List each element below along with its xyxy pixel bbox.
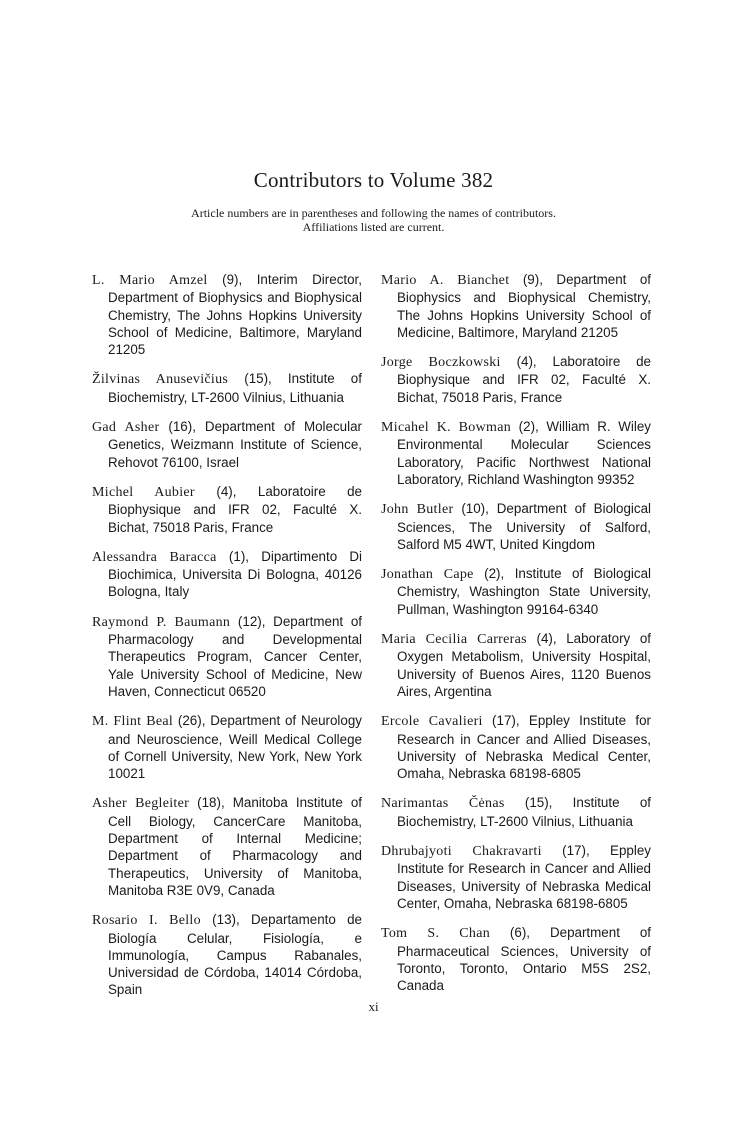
- affiliation: Laboratoire de Biophysique and IFR 02, Faculté X. Bichat, 75018 Paris, France: [397, 354, 652, 405]
- contributor-name: Rosario I. Bello: [92, 913, 201, 929]
- article-number: (2),: [473, 566, 515, 582]
- affiliation: Department of Neurology and Neuroscience, Weill Medical College of Cornell University, New York, New York 10021: [108, 713, 362, 782]
- contributor-name: John Butler: [381, 502, 454, 518]
- contributor-name: Michel Aubier: [92, 484, 195, 500]
- contributor-entry: [92, 271, 362, 358]
- header-note: [0, 206, 747, 234]
- contributor-entry: [381, 500, 651, 553]
- contributor-name: Asher Begleiter: [92, 796, 190, 812]
- affiliation: Department of Pharmacology and Developmental Therapeutics Program, Cancer Center, Yale University School of Medicine, New Haven, Connecticut 06520: [108, 613, 362, 699]
- article-number: (4),: [194, 483, 258, 499]
- article-number: (6),: [490, 925, 550, 941]
- contributor-entry: [92, 483, 362, 536]
- article-number: (26),: [173, 713, 211, 729]
- contributor-entry: [92, 613, 362, 700]
- contributor-name: Ercole Cavalieri: [381, 714, 483, 730]
- contributor-name: Tom S. Chan: [381, 926, 491, 942]
- contributor-name: Raymond P. Baumann: [92, 614, 231, 630]
- affiliation: Institute of Biological Chemistry, Washington State University, Pullman, Washington 99164-6340: [397, 566, 651, 617]
- article-number: (9),: [509, 272, 557, 287]
- contributor-name: Narimantas Čėnas: [381, 796, 505, 812]
- contributor-name: Dhrubajyoti Chakravarti: [381, 844, 542, 860]
- contributor-entry: [92, 712, 362, 782]
- article-number: (15),: [504, 795, 573, 811]
- article-number: (10),: [453, 501, 497, 517]
- contributor-name: M. Flint Beal: [92, 714, 174, 730]
- affiliation: Laboratory of Oxygen Metabolism, University Hospital, University of Buenos Aires, 1120 Buenos Aires, Argentina: [397, 631, 652, 699]
- contributor-name: L. Mario Amzel: [92, 273, 208, 288]
- contributor-entry: [92, 911, 362, 998]
- affiliation: Interim Director, Department of Biophysics and Biophysical Chemistry, The Johns Hopkins University School of Medicine, Baltimore, Maryland 21205: [108, 272, 362, 358]
- contributor-name: Alessandra Baracca: [92, 549, 217, 565]
- article-number: (2),: [511, 419, 547, 435]
- affiliation: Laboratoire de Biophysique and IFR 02, Faculté X. Bichat, 75018 Paris, France: [108, 483, 362, 535]
- contributor-entry: [381, 712, 651, 782]
- affiliation: Manitoba Institute of Cell Biology, CancerCare Manitoba, Department of Internal Medicine; Department of Pharmacology and Therapeutics, University of Manitoba, Manitoba R3E 0V9, Canada: [108, 795, 363, 898]
- contributor-entry: [92, 418, 362, 471]
- article-number: (4),: [500, 354, 553, 370]
- contributor-entry: [92, 370, 362, 406]
- article-number: (15),: [228, 371, 288, 387]
- contributor-name: Gad Asher: [92, 420, 160, 436]
- affiliation: Department of Molecular Genetics, Weizmann Institute of Science, Rehovot 76100, Israel: [108, 419, 363, 470]
- page-number: xi: [368, 999, 379, 1014]
- affiliation: Institute of Biochemistry, LT-2600 Vilnius, Lithuania: [397, 795, 651, 829]
- article-number: (4),: [526, 631, 567, 647]
- affiliation: Eppley Institute for Research in Cancer and Allied Diseases, University of Nebraska Medical Center, Omaha, Nebraska 68198-6805: [397, 713, 651, 782]
- contributor-entry: [92, 548, 362, 601]
- contributor-entry: [381, 630, 651, 700]
- contributor-name: Micahel K. Bowman: [381, 420, 512, 436]
- contributor-entry: [381, 794, 651, 830]
- affiliation: Department of Biological Sciences, The University of Salford, Salford M5 4WT, United Kingdom: [397, 501, 651, 552]
- article-number: (12),: [230, 613, 274, 629]
- article-number: (16),: [159, 419, 205, 435]
- affiliation: William R. Wiley Environmental Molecular Sciences Laboratory, Pacific Northwest National Laboratory, Richland Washington 99352: [397, 419, 651, 487]
- affiliation: Departamento de Biología Celular, Fisiología, e Immunología, Campus Rabanales, Universidad de Córdoba, 14014 Córdoba, Spain: [108, 912, 362, 998]
- contributor-entry: [92, 794, 362, 899]
- affiliation: Dipartimento Di Biochimica, Universita Di Bologna, 40126 Bologna, Italy: [108, 548, 363, 600]
- article-number: (13),: [200, 912, 251, 928]
- left-column: [92, 271, 362, 1011]
- article-number: (17),: [541, 843, 611, 859]
- affiliation: Institute of Biochemistry, LT-2600 Vilnius, Lithuania: [108, 371, 362, 405]
- contributor-entry: [381, 271, 651, 341]
- page-title: Contributors to Volume 382: [253, 168, 494, 192]
- note-line-1: Article numbers are in parentheses and following the names of contributors.: [191, 206, 556, 220]
- contributor-name: Jorge Boczkowski: [381, 355, 501, 371]
- contributor-name: Žilvinas Anusevičius: [92, 372, 229, 388]
- right-column: [381, 271, 651, 1006]
- article-number: (17),: [482, 713, 529, 729]
- article-number: (9),: [207, 272, 257, 287]
- contributor-entry: [381, 353, 651, 406]
- contributor-entry: [381, 565, 651, 618]
- affiliation: Eppley Institute for Research in Cancer and Allied Diseases, University of Nebraska Medical Center, Omaha, Nebraska 68198-6805: [397, 843, 651, 911]
- contributor-entry: [381, 924, 651, 994]
- contributor-entry: [381, 842, 651, 912]
- note-line-2: Affiliations listed are current.: [302, 220, 445, 234]
- contributor-entry: [381, 418, 651, 488]
- contributor-name: Maria Cecilia Carreras: [381, 632, 527, 648]
- affiliation: Department of Pharmaceutical Sciences, University of Toronto, Toronto, Ontario M5S 2S2, Canada: [397, 925, 652, 994]
- article-number: (18),: [189, 795, 233, 811]
- article-number: (1),: [216, 548, 262, 564]
- affiliation: Department of Biophysics and Biophysical Chemistry, The Johns Hopkins University School of Medicine, Baltimore, Maryland 21205: [397, 272, 651, 340]
- contributor-name: Jonathan Cape: [381, 567, 474, 583]
- contributor-name: Mario A. Bianchet: [381, 273, 510, 288]
